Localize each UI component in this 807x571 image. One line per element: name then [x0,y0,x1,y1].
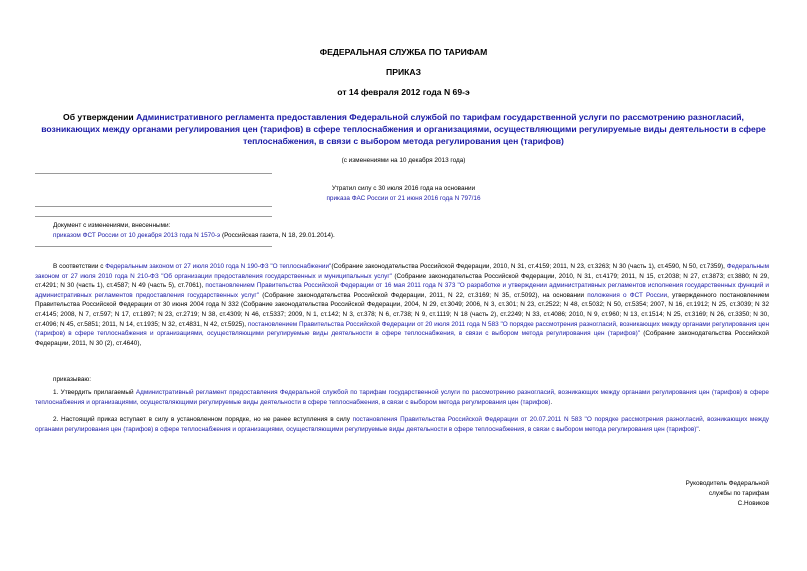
item-2-text: . [698,425,701,433]
divider-line [35,246,272,247]
amendments-note: (с изменениями на 10 декабря 2013 года) [341,157,466,164]
changes-suffix: (Российская газета, N 18, 29.01.2014). [220,232,335,239]
resolution-583-link[interactable]: постановления Правительства Российской Федерации от 20.07.2011 N 583 "О порядке рассмотрения разногласий, возникающих между органами регулирования цен (тарифов) в сфере теплоснабжения и организациями, осуществляющими регулируемые виды деятельности в сфере теплоснабжения, в связи с выбором метода регулирования цен (тарифов)" [35,416,770,433]
regulation-approval-link[interactable]: Административный регламент предоставления Федеральной службой по тарифам государственной услуги по рассмотрению разногласий, возникающих между органами регулирования цен (тарифов) в сфере теплоснабжения и организациями, осуществляющими регулируемые виды деятельности в сфере теплоснабжения, в связи с выбором метода регулирования цен (тарифов) [35,389,769,406]
preamble-text: (Собрание законодательства Российской Федерации, 2011, N 22, ст.3169; N 35, ст.5092), на основании [259,291,588,299]
preamble-text: В соответствии с [53,263,106,270]
signature-position: Руководитель Федеральной [685,480,769,487]
title-prefix: Об утверждении [63,112,137,122]
resolution-373-link[interactable]: постановлением Правительства Российской Федерации от 16 мая 2011 года N 373 "О разработке и утверждении административных регламентов исполнения государственных функций и административных регламентов предоставления государственных услуг" [35,282,769,299]
preamble-text: , утвержденного постановлением Правительства Российской Федерации от 30 июня 2004 года N 332 (Собрание законодательства Российской Федерации, 2004, N 29, ст.3049; 2006, N 3, ст.301; N 23, ст.2522; N 48, ст.5032; N 50, ст.5354; 2007, N 16, ст.1912; N 25, ст.3039; N 32 ст.4145; 2008, N 7, ст.597; N 17, ст.1897; N 23, ст.2719; N 38, ст.4309; N 46, ст.5337; 2009, N 1, ст.142; N 3, ст.378; N 6, ст.738; N 9, ст.1119; N 18 (часть 2), ст.2249; N 33, ст.4086; 2010, N 9, ст.960; N 13, ст.1514; N 25, ст.3169; N 26, ст.3350; N 30, ст.4096; N 45, ст.5851; 2011, N 14, ст.1935; N 32, ст.4831, N 42, ст.5925), [35,291,769,328]
signature-service: службы по тарифам [708,490,769,497]
preamble-text: (Собрание законодательства Российской Федерации, 2011, N 30 (2), ст.4640), [35,330,769,347]
document-date-number: от 14 февраля 2012 года N 69-э [337,87,470,97]
agency-heading: ФЕДЕРАЛЬНАЯ СЛУЖБА ПО ТАРИФАМ [319,47,488,57]
item-2-text: 2. Настоящий приказ вступает в силу в установленном порядке, но не ранее вступления в силу [53,416,353,423]
regulation-link[interactable]: Административного регламента предоставления Федеральной службой по тарифам государственной услуги по рассмотрению разногласий, возникающих между органами регулирования цен (тарифов) в сфере теплоснабжения и организациями, осуществляющими регулируемые виды деятельности в сфере теплоснабжения, в связи с выбором метода регулирования цен (тарифов) [41,112,766,146]
law-210-link[interactable]: Федеральным законом от 27 июля 2010 года N 210-ФЗ "Об организации предоставления государственных и муниципальных услуг" [35,263,770,280]
preamble-text: (Собрание законодательства Российской Федерации, 2010, N 31, ст.4179; 2011, N 15, ст.2038; N 27, ст.3873; ст.3880; N 29, ст.4291; N 30 (часть 1), ст.4587; N 49 (часть 5), ст.7061), [35,272,769,290]
document-title [35,111,772,147]
status-note: Утратил силу с 30 июля 2016 года на основании [331,185,476,192]
preamble-text: (Собрание законодательства Российской Федерации, 2010, N 31, ст.4159; 2011, N 23, ст.3263; N 30 (часть 1), ст.4590, N 50, ст.7359), [331,263,727,270]
law-190-link[interactable]: Федеральным законом от 27 июля 2010 года N 190-ФЗ "О теплоснабжении" [105,263,332,270]
fst-order-link[interactable]: приказом ФСТ России от 10 декабря 2013 года N 1570-э [53,232,221,239]
item-2-paragraph [35,415,769,434]
changes-line [53,232,335,240]
preamble-paragraph [35,262,769,348]
divider-line [35,216,272,217]
fas-order-link[interactable]: приказа ФАС России от 21 июня 2016 года N 797/16 [326,195,481,202]
signature-block [569,479,769,509]
divider-line [35,206,272,207]
item-1-text: 1. Утвердить прилагаемый [53,389,136,396]
fst-regulation-link[interactable]: положения о ФСТ России [587,291,668,299]
divider-line [35,173,272,174]
document-type: ПРИКАЗ [386,67,421,77]
changes-label: Документ с изменениями, внесенными: [53,222,171,229]
item-1-text: . [550,398,553,406]
order-word: приказываю: [53,376,91,383]
resolution-583-link[interactable]: постановлением Правительства Российской Федерации от 20 июля 2011 года N 583 "О порядке рассмотрения разногласий, возникающих между органами регулирования цен (тарифов) в сфере теплоснабжения и организациями, осуществляющими регулируемые виды деятельности в сфере теплоснабжения, в связи с выбором метода регулирования цен (тарифов)" [35,320,769,338]
signature-name: С.Новиков [737,500,769,507]
item-1-paragraph [35,388,769,407]
